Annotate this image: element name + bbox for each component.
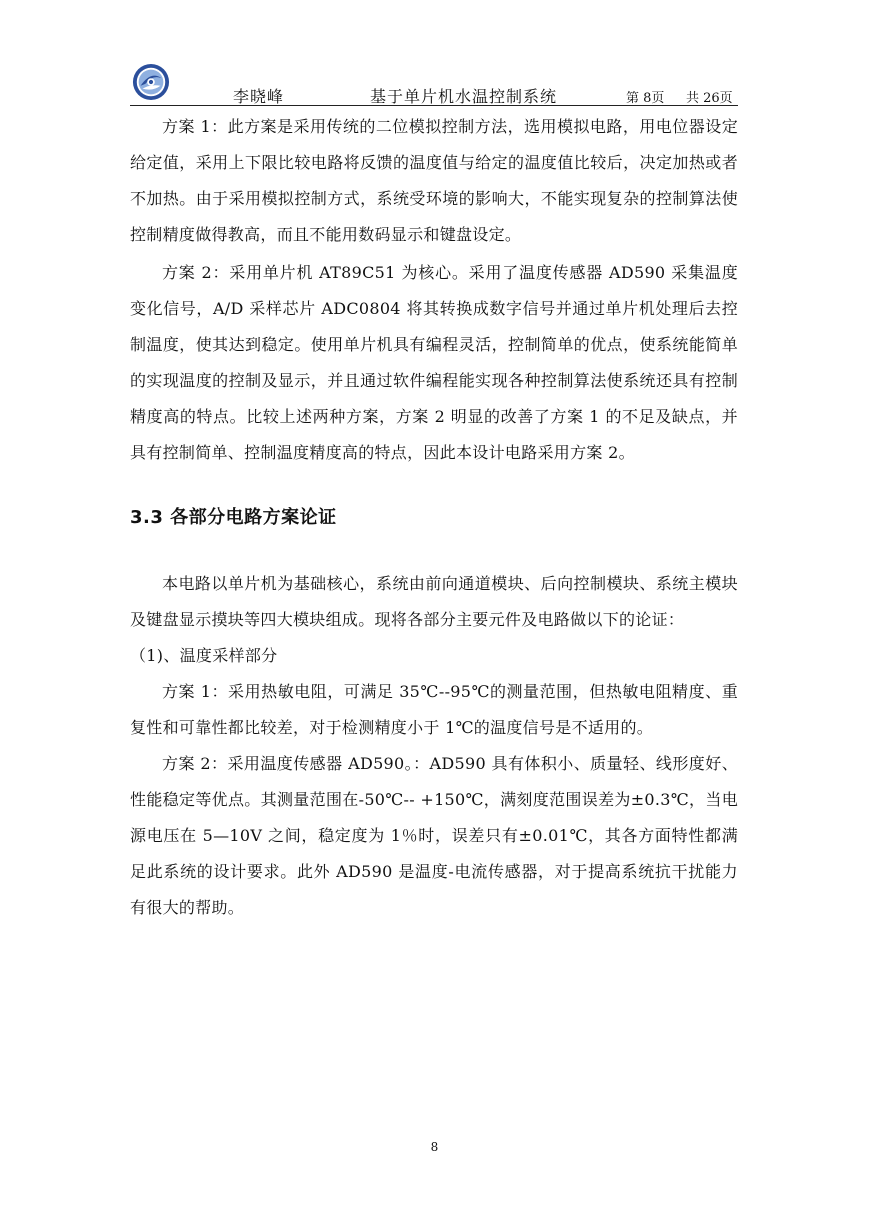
header-author: 李晓峰	[233, 87, 285, 106]
university-logo-icon	[132, 63, 170, 101]
paragraph-scheme2-mcu: 方案 2：采用单片机 AT89C51 为核心。采用了温度传感器 AD590 采集温度变化信号，A/D 采样芯片 ADC0804 将其转换成数字信号并通过单片机处理后去控制温度，使其达到稳定。使用单片机具有编程灵活，控制简单的优点，使系统能简单的实现温度的控制及显示，并且通过软件编程能实现各种控制算法使系统还具有控制精度高的特点。比较上述两种方案，方案 2 明显的改善了方案 1 的不足及缺点，并具有控制简单、控制温度精度高的特点，因此本设计电路采用方案 2。	[130, 263, 738, 462]
page-number: 8	[430, 1140, 439, 1154]
paragraph-scheme1-analog: 方案 1：此方案是采用传统的二位模拟控制方法，选用模拟电路，用电位器设定给定值，采用上下限比较电路将反馈的温度值与给定的温度值比较后，决定加热或者不加热。由于采用模拟控制方式，系统受环境的影响大，不能实现复杂的控制算法使控制精度做得教高，而且不能用数码显示和键盘设定。	[130, 117, 738, 244]
list-item-temperature-sampling: （1)、温度采样部分	[130, 646, 278, 665]
page-body	[130, 109, 738, 926]
header-divider	[130, 105, 738, 106]
section-heading: 3.3 各部分电路方案论证	[130, 507, 337, 528]
header-total-pages: 共 26页	[686, 91, 733, 106]
paragraph-ad590-scheme: 方案 2：采用温度传感器 AD590。：AD590 具有体积小、质量轻、线形度好、性能稳定等优点。其测量范围在-50℃-- +150℃，满刻度范围误差为±0.3℃，当电源电压在 5—10V 之间，稳定度为 1％时，误差只有±0.01℃，其各方面特性都满足此系统的设计要求。此外 AD590 是温度-电流传感器，对于提高系统抗干扰能力有很大的帮助。	[130, 754, 738, 917]
paragraph-thermistor-scheme: 方案 1：采用热敏电阻，可满足 35℃--95℃的测量范围，但热敏电阻精度、重复性和可靠性都比较差，对于检测精度小于 1℃的温度信号是不适用的。	[130, 682, 738, 737]
header-title: 基于单片机水温控制系统	[370, 87, 558, 106]
header-page-label: 第 8页	[626, 91, 665, 106]
page-header	[130, 62, 738, 108]
paragraph-circuit-overview: 本电路以单片机为基础核心，系统由前向通道模块、后向控制模块、系统主模块及键盘显示摸块等四大模块组成。现将各部分主要元件及电路做以下的论证：	[130, 574, 738, 629]
